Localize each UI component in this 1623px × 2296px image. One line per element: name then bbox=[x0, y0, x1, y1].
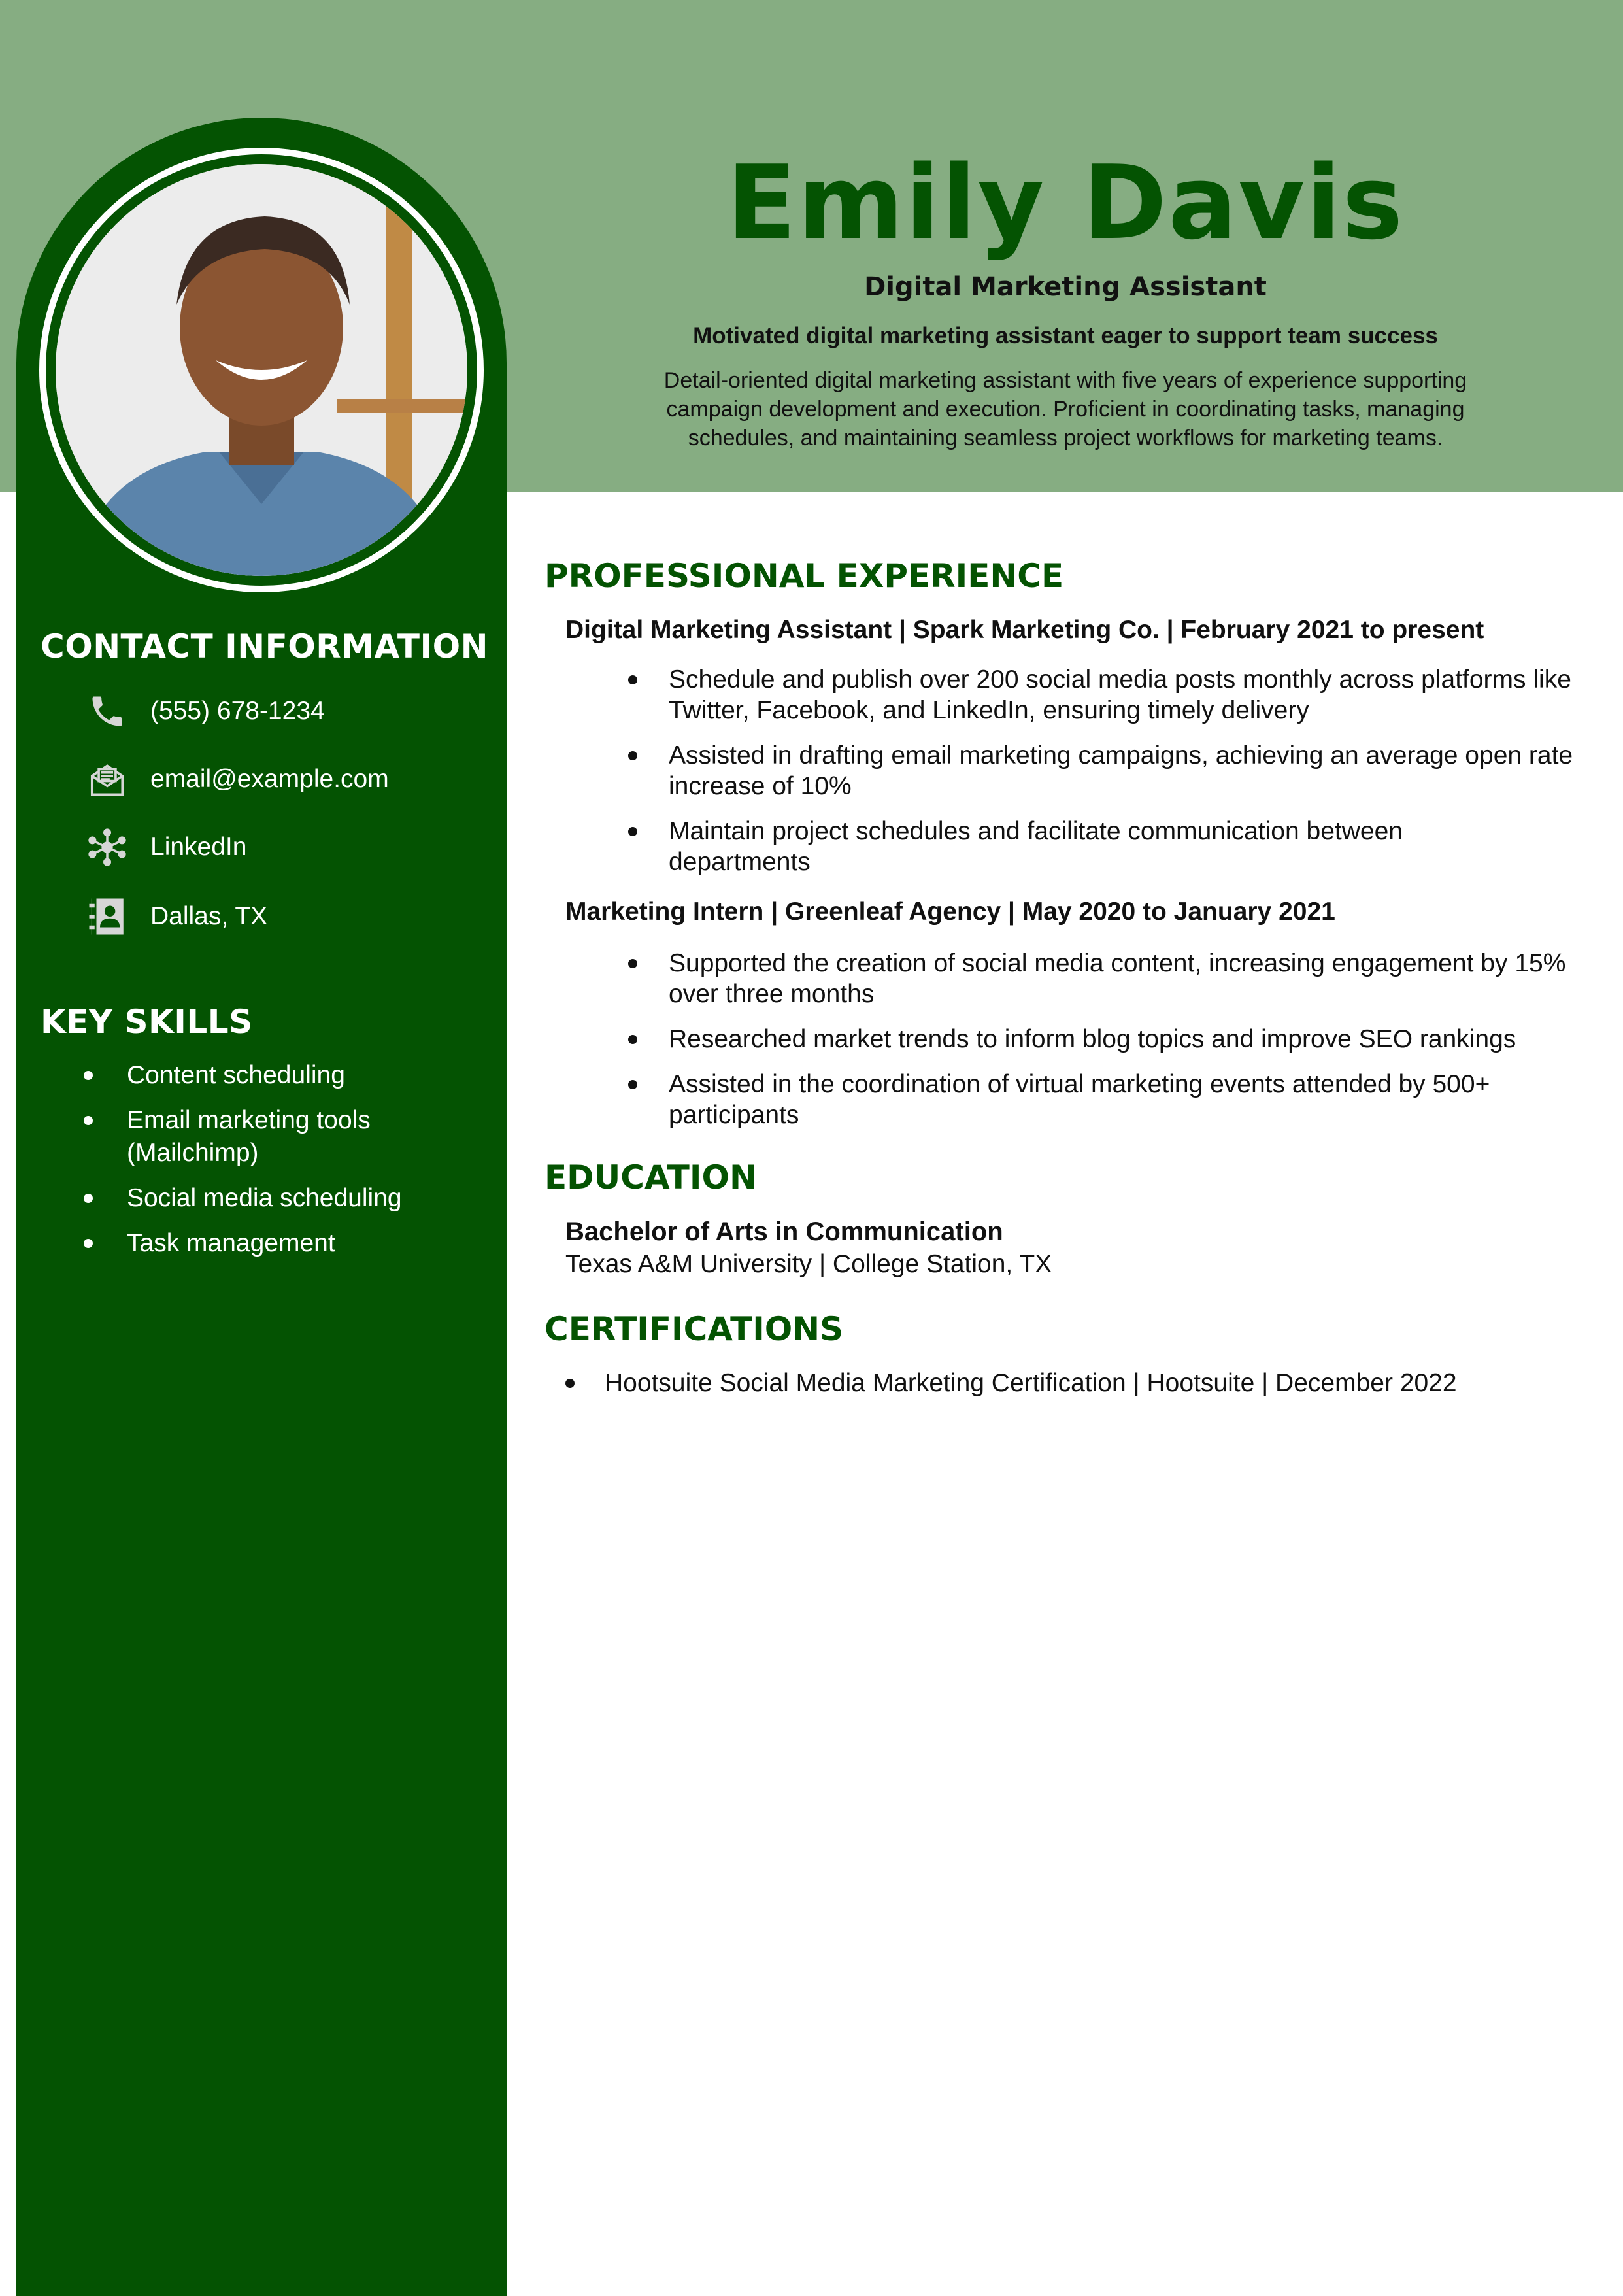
summary: Detail-oriented digital marketing assistant with five years of experience supporting campaign development and execution. Proficient in coordinating tasks, managing schedules, and maintaining seamless project workflows for marketing teams. bbox=[663, 368, 1467, 450]
experience-heading: PROFESSIONAL EXPERIENCE bbox=[544, 557, 1064, 595]
contact-phone-text: (555) 678-1234 bbox=[150, 697, 325, 725]
phone-icon bbox=[84, 688, 131, 735]
job-header: Digital Marketing Assistant | Spark Marketing Co. | February 2021 to present bbox=[565, 616, 1484, 644]
job-bullet: Schedule and publish over 200 social media posts monthly across platforms like Twitter, Facebook, and LinkedIn, ensuring timely delivery bbox=[565, 664, 1585, 726]
certification-item: Hootsuite Social Media Marketing Certification | Hootsuite | December 2022 bbox=[565, 1368, 1585, 1398]
candidate-name: Emily Davis bbox=[726, 143, 1405, 262]
skill-item: Email marketing tools (Mailchimp) bbox=[41, 1104, 472, 1170]
profile-photo bbox=[56, 164, 467, 576]
tagline: Motivated digital marketing assistant eager to support team success bbox=[693, 323, 1438, 348]
job-bullets bbox=[565, 948, 1585, 1145]
certification-list bbox=[565, 1368, 1585, 1413]
job-bullet: Supported the creation of social media content, increasing engagement by 15% over three months bbox=[565, 948, 1585, 1009]
contact-card-icon bbox=[84, 893, 131, 940]
contact-linkedin-text: LinkedIn bbox=[150, 833, 247, 861]
contact-linkedin[interactable] bbox=[84, 824, 246, 871]
certifications-heading: CERTIFICATIONS bbox=[544, 1310, 844, 1348]
contact-location[interactable] bbox=[84, 893, 267, 940]
skill-item: Content scheduling bbox=[41, 1059, 472, 1092]
job-bullets bbox=[565, 664, 1585, 892]
job-title: Digital Marketing Assistant bbox=[864, 272, 1267, 302]
network-icon bbox=[84, 824, 131, 871]
skills-list bbox=[41, 1059, 472, 1272]
job-header: Marketing Intern | Greenleaf Agency | May 2020 to January 2021 bbox=[565, 898, 1335, 926]
education-heading: EDUCATION bbox=[544, 1158, 757, 1196]
job-bullet: Assisted in drafting email marketing campaigns, achieving an average open rate increase of 10% bbox=[565, 740, 1585, 802]
contact-heading: CONTACT INFORMATION bbox=[41, 628, 488, 666]
job-bullet: Researched market trends to inform blog topics and improve SEO rankings bbox=[565, 1024, 1585, 1055]
education-degree: Bachelor of Arts in Communication bbox=[565, 1217, 1003, 1246]
skill-item: Social media scheduling bbox=[41, 1182, 472, 1215]
job-bullet: Assisted in the coordination of virtual marketing events attended by 500+ participants bbox=[565, 1069, 1585, 1130]
contact-phone[interactable] bbox=[84, 688, 325, 735]
job-bullet: Maintain project schedules and facilitate communication between departments bbox=[565, 816, 1585, 877]
contact-email-text: email@example.com bbox=[150, 765, 389, 793]
email-icon bbox=[84, 756, 131, 803]
contact-location-text: Dallas, TX bbox=[150, 902, 268, 930]
education-school: Texas A&M University | College Station, TX bbox=[565, 1250, 1052, 1278]
contact-email[interactable] bbox=[84, 756, 389, 803]
skill-item: Task management bbox=[41, 1227, 472, 1260]
skills-heading: KEY SKILLS bbox=[41, 1003, 253, 1041]
